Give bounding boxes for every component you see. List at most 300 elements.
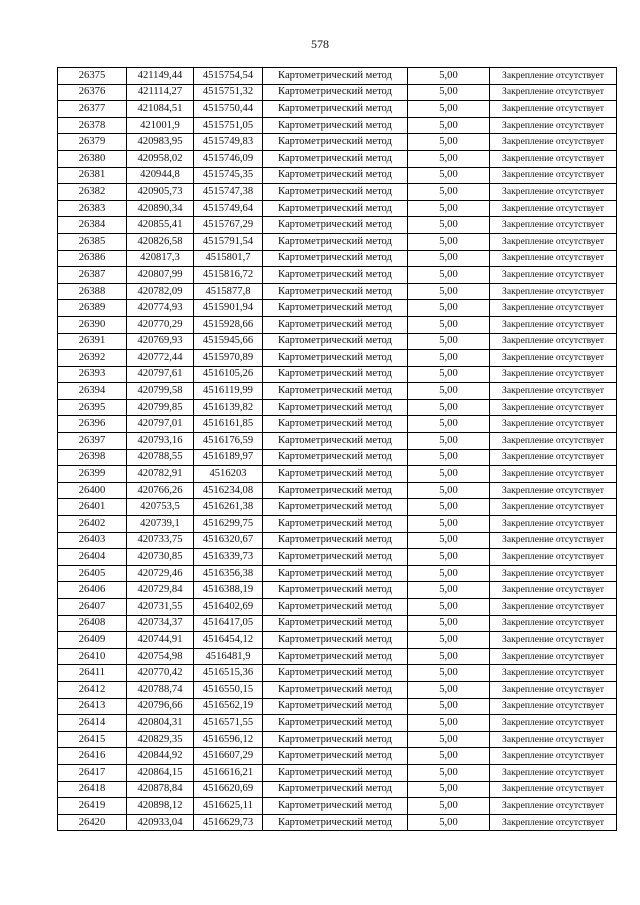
accuracy-cell: 5,00 — [408, 814, 490, 831]
y-coordinate-cell: 4516562,19 — [194, 698, 263, 715]
x-coordinate-cell: 420878,84 — [127, 781, 194, 798]
table-row — [58, 350, 617, 367]
table-row — [58, 300, 617, 317]
table-row — [58, 516, 617, 533]
point-number-cell: 26377 — [58, 101, 127, 118]
y-coordinate-cell: 4515745,35 — [194, 167, 263, 184]
accuracy-cell: 5,00 — [408, 681, 490, 698]
accuracy-cell: 5,00 — [408, 698, 490, 715]
fixation-cell: Закрепление отсутствует — [490, 150, 617, 167]
point-number-cell: 26383 — [58, 200, 127, 217]
accuracy-cell: 5,00 — [408, 499, 490, 516]
fixation-cell: Закрепление отсутствует — [490, 217, 617, 234]
y-coordinate-cell: 4516417,05 — [194, 615, 263, 632]
point-number-cell: 26401 — [58, 499, 127, 516]
x-coordinate-cell: 420739,1 — [127, 516, 194, 533]
fixation-cell: Закрепление отсутствует — [490, 333, 617, 350]
y-coordinate-cell: 4516607,29 — [194, 748, 263, 765]
table-row — [58, 532, 617, 549]
y-coordinate-cell: 4516402,69 — [194, 599, 263, 616]
x-coordinate-cell: 420753,5 — [127, 499, 194, 516]
point-number-cell: 26419 — [58, 798, 127, 815]
method-cell: Картометрический метод — [263, 101, 408, 118]
y-coordinate-cell: 4516616,21 — [194, 764, 263, 781]
x-coordinate-cell: 420817,3 — [127, 250, 194, 267]
x-coordinate-cell: 421084,51 — [127, 101, 194, 118]
table-row — [58, 399, 617, 416]
fixation-cell: Закрепление отсутствует — [490, 233, 617, 250]
table-row — [58, 200, 617, 217]
table-row — [58, 599, 617, 616]
x-coordinate-cell: 420944,8 — [127, 167, 194, 184]
y-coordinate-cell: 4516356,38 — [194, 565, 263, 582]
x-coordinate-cell: 420797,01 — [127, 416, 194, 433]
table-row — [58, 117, 617, 134]
x-coordinate-cell: 420744,91 — [127, 632, 194, 649]
accuracy-cell: 5,00 — [408, 599, 490, 616]
method-cell: Картометрический метод — [263, 731, 408, 748]
y-coordinate-cell: 4516203 — [194, 466, 263, 483]
point-number-cell: 26391 — [58, 333, 127, 350]
point-number-cell: 26420 — [58, 814, 127, 831]
fixation-cell: Закрепление отсутствует — [490, 466, 617, 483]
x-coordinate-cell: 420890,34 — [127, 200, 194, 217]
accuracy-cell: 5,00 — [408, 366, 490, 383]
point-number-cell: 26380 — [58, 150, 127, 167]
y-coordinate-cell: 4516596,12 — [194, 731, 263, 748]
fixation-cell: Закрепление отсутствует — [490, 267, 617, 284]
method-cell: Картометрический метод — [263, 565, 408, 582]
accuracy-cell: 5,00 — [408, 134, 490, 151]
accuracy-cell: 5,00 — [408, 117, 490, 134]
method-cell: Картометрический метод — [263, 233, 408, 250]
point-number-cell: 26390 — [58, 316, 127, 333]
accuracy-cell: 5,00 — [408, 233, 490, 250]
fixation-cell: Закрепление отсутствует — [490, 648, 617, 665]
accuracy-cell: 5,00 — [408, 798, 490, 815]
x-coordinate-cell: 421149,44 — [127, 68, 194, 85]
method-cell: Картометрический метод — [263, 715, 408, 732]
table-row — [58, 499, 617, 516]
accuracy-cell: 5,00 — [408, 383, 490, 400]
fixation-cell: Закрепление отсутствует — [490, 516, 617, 533]
x-coordinate-cell: 420754,98 — [127, 648, 194, 665]
accuracy-cell: 5,00 — [408, 648, 490, 665]
fixation-cell: Закрепление отсутствует — [490, 681, 617, 698]
method-cell: Картометрический метод — [263, 549, 408, 566]
y-coordinate-cell: 4516515,36 — [194, 665, 263, 682]
x-coordinate-cell: 420983,95 — [127, 134, 194, 151]
accuracy-cell: 5,00 — [408, 466, 490, 483]
point-number-cell: 26406 — [58, 582, 127, 599]
point-number-cell: 26408 — [58, 615, 127, 632]
table-row — [58, 582, 617, 599]
point-number-cell: 26393 — [58, 366, 127, 383]
table-row — [58, 101, 617, 118]
x-coordinate-cell: 420793,16 — [127, 433, 194, 450]
method-cell: Картометрический метод — [263, 748, 408, 765]
y-coordinate-cell: 4515754,54 — [194, 68, 263, 85]
fixation-cell: Закрепление отсутствует — [490, 615, 617, 632]
table-row — [58, 715, 617, 732]
y-coordinate-cell: 4516629,73 — [194, 814, 263, 831]
point-number-cell: 26387 — [58, 267, 127, 284]
table-row — [58, 482, 617, 499]
point-number-cell: 26409 — [58, 632, 127, 649]
method-cell: Картометрический метод — [263, 150, 408, 167]
y-coordinate-cell: 4516620,69 — [194, 781, 263, 798]
table-row — [58, 68, 617, 85]
point-number-cell: 26407 — [58, 599, 127, 616]
method-cell: Картометрический метод — [263, 582, 408, 599]
table-row — [58, 648, 617, 665]
y-coordinate-cell: 4515928,66 — [194, 316, 263, 333]
method-cell: Картометрический метод — [263, 350, 408, 367]
fixation-cell: Закрепление отсутствует — [490, 117, 617, 134]
table-row — [58, 449, 617, 466]
table-row — [58, 283, 617, 300]
fixation-cell: Закрепление отсутствует — [490, 715, 617, 732]
accuracy-cell: 5,00 — [408, 283, 490, 300]
fixation-cell: Закрепление отсутствует — [490, 814, 617, 831]
fixation-cell: Закрепление отсутствует — [490, 250, 617, 267]
accuracy-cell: 5,00 — [408, 350, 490, 367]
method-cell: Картометрический метод — [263, 200, 408, 217]
accuracy-cell: 5,00 — [408, 532, 490, 549]
y-coordinate-cell: 4516339,73 — [194, 549, 263, 566]
y-coordinate-cell: 4515751,05 — [194, 117, 263, 134]
accuracy-cell: 5,00 — [408, 150, 490, 167]
accuracy-cell: 5,00 — [408, 665, 490, 682]
point-number-cell: 26388 — [58, 283, 127, 300]
point-number-cell: 26402 — [58, 516, 127, 533]
x-coordinate-cell: 420772,44 — [127, 350, 194, 367]
method-cell: Картометрический метод — [263, 665, 408, 682]
point-number-cell: 26410 — [58, 648, 127, 665]
table-row — [58, 184, 617, 201]
table-row — [58, 150, 617, 167]
method-cell: Картометрический метод — [263, 499, 408, 516]
table-row — [58, 681, 617, 698]
table-row — [58, 316, 617, 333]
point-number-cell: 26397 — [58, 433, 127, 450]
method-cell: Картометрический метод — [263, 267, 408, 284]
fixation-cell: Закрепление отсутствует — [490, 764, 617, 781]
y-coordinate-cell: 4515747,38 — [194, 184, 263, 201]
method-cell: Картометрический метод — [263, 648, 408, 665]
fixation-cell: Закрепление отсутствует — [490, 84, 617, 101]
accuracy-cell: 5,00 — [408, 549, 490, 566]
y-coordinate-cell: 4516176,59 — [194, 433, 263, 450]
table-row — [58, 167, 617, 184]
x-coordinate-cell: 420770,42 — [127, 665, 194, 682]
x-coordinate-cell: 420829,35 — [127, 731, 194, 748]
x-coordinate-cell: 420804,31 — [127, 715, 194, 732]
accuracy-cell: 5,00 — [408, 565, 490, 582]
accuracy-cell: 5,00 — [408, 449, 490, 466]
fixation-cell: Закрепление отсутствует — [490, 499, 617, 516]
point-number-cell: 26403 — [58, 532, 127, 549]
table-row — [58, 632, 617, 649]
point-number-cell: 26376 — [58, 84, 127, 101]
point-number-cell: 26378 — [58, 117, 127, 134]
table-row — [58, 698, 617, 715]
x-coordinate-cell: 420788,55 — [127, 449, 194, 466]
method-cell: Картометрический метод — [263, 383, 408, 400]
accuracy-cell: 5,00 — [408, 84, 490, 101]
accuracy-cell: 5,00 — [408, 101, 490, 118]
table-row — [58, 267, 617, 284]
fixation-cell: Закрепление отсутствует — [490, 798, 617, 815]
x-coordinate-cell: 420855,41 — [127, 217, 194, 234]
y-coordinate-cell: 4515877,8 — [194, 283, 263, 300]
fixation-cell: Закрепление отсутствует — [490, 665, 617, 682]
table-row — [58, 748, 617, 765]
method-cell: Картометрический метод — [263, 117, 408, 134]
method-cell: Картометрический метод — [263, 316, 408, 333]
table-row — [58, 84, 617, 101]
boundary-points-table — [57, 67, 617, 831]
y-coordinate-cell: 4515749,64 — [194, 200, 263, 217]
x-coordinate-cell: 420826,58 — [127, 233, 194, 250]
x-coordinate-cell: 420774,93 — [127, 300, 194, 317]
accuracy-cell: 5,00 — [408, 433, 490, 450]
table-row — [58, 466, 617, 483]
method-cell: Картометрический метод — [263, 283, 408, 300]
fixation-cell: Закрепление отсутствует — [490, 482, 617, 499]
x-coordinate-cell: 420799,58 — [127, 383, 194, 400]
accuracy-cell: 5,00 — [408, 217, 490, 234]
fixation-cell: Закрепление отсутствует — [490, 184, 617, 201]
method-cell: Картометрический метод — [263, 433, 408, 450]
y-coordinate-cell: 4515816,72 — [194, 267, 263, 284]
page-number: 578 — [311, 37, 329, 51]
y-coordinate-cell: 4516139,82 — [194, 399, 263, 416]
accuracy-cell: 5,00 — [408, 167, 490, 184]
accuracy-cell: 5,00 — [408, 68, 490, 85]
y-coordinate-cell: 4516571,55 — [194, 715, 263, 732]
point-number-cell: 26405 — [58, 565, 127, 582]
point-number-cell: 26379 — [58, 134, 127, 151]
accuracy-cell: 5,00 — [408, 632, 490, 649]
x-coordinate-cell: 420782,91 — [127, 466, 194, 483]
table-row — [58, 433, 617, 450]
fixation-cell: Закрепление отсутствует — [490, 416, 617, 433]
y-coordinate-cell: 4515746,09 — [194, 150, 263, 167]
table-row — [58, 233, 617, 250]
point-number-cell: 26381 — [58, 167, 127, 184]
y-coordinate-cell: 4516454,12 — [194, 632, 263, 649]
x-coordinate-cell: 420864,15 — [127, 764, 194, 781]
table-row — [58, 134, 617, 151]
method-cell: Картометрический метод — [263, 532, 408, 549]
x-coordinate-cell: 420731,55 — [127, 599, 194, 616]
table-row — [58, 549, 617, 566]
point-number-cell: 26384 — [58, 217, 127, 234]
x-coordinate-cell: 420807,99 — [127, 267, 194, 284]
table-row — [58, 665, 617, 682]
accuracy-cell: 5,00 — [408, 482, 490, 499]
fixation-cell: Закрепление отсутствует — [490, 300, 617, 317]
accuracy-cell: 5,00 — [408, 416, 490, 433]
accuracy-cell: 5,00 — [408, 399, 490, 416]
method-cell: Картометрический метод — [263, 814, 408, 831]
point-number-cell: 26414 — [58, 715, 127, 732]
point-number-cell: 26394 — [58, 383, 127, 400]
method-cell: Картометрический метод — [263, 698, 408, 715]
x-coordinate-cell: 420905,73 — [127, 184, 194, 201]
x-coordinate-cell: 420733,75 — [127, 532, 194, 549]
fixation-cell: Закрепление отсутствует — [490, 781, 617, 798]
accuracy-cell: 5,00 — [408, 731, 490, 748]
y-coordinate-cell: 4515750,44 — [194, 101, 263, 118]
y-coordinate-cell: 4516119,99 — [194, 383, 263, 400]
table-row — [58, 217, 617, 234]
x-coordinate-cell: 421114,27 — [127, 84, 194, 101]
accuracy-cell: 5,00 — [408, 184, 490, 201]
table-row — [58, 565, 617, 582]
y-coordinate-cell: 4516261,38 — [194, 499, 263, 516]
y-coordinate-cell: 4515901,94 — [194, 300, 263, 317]
fixation-cell: Закрепление отсутствует — [490, 748, 617, 765]
method-cell: Картометрический метод — [263, 217, 408, 234]
method-cell: Картометрический метод — [263, 482, 408, 499]
x-coordinate-cell: 420766,26 — [127, 482, 194, 499]
fixation-cell: Закрепление отсутствует — [490, 366, 617, 383]
point-number-cell: 26395 — [58, 399, 127, 416]
fixation-cell: Закрепление отсутствует — [490, 599, 617, 616]
point-number-cell: 26396 — [58, 416, 127, 433]
fixation-cell: Закрепление отсутствует — [490, 399, 617, 416]
point-number-cell: 26416 — [58, 748, 127, 765]
point-number-cell: 26412 — [58, 681, 127, 698]
y-coordinate-cell: 4516388,19 — [194, 582, 263, 599]
method-cell: Картометрический метод — [263, 599, 408, 616]
x-coordinate-cell: 420796,66 — [127, 698, 194, 715]
method-cell: Картометрический метод — [263, 615, 408, 632]
y-coordinate-cell: 4516481,9 — [194, 648, 263, 665]
method-cell: Картометрический метод — [263, 798, 408, 815]
method-cell: Картометрический метод — [263, 134, 408, 151]
table-row — [58, 764, 617, 781]
point-number-cell: 26386 — [58, 250, 127, 267]
y-coordinate-cell: 4516189,97 — [194, 449, 263, 466]
accuracy-cell: 5,00 — [408, 582, 490, 599]
point-number-cell: 26411 — [58, 665, 127, 682]
x-coordinate-cell: 420782,09 — [127, 283, 194, 300]
fixation-cell: Закрепление отсутствует — [490, 383, 617, 400]
point-number-cell: 26417 — [58, 764, 127, 781]
method-cell: Картометрический метод — [263, 632, 408, 649]
point-number-cell: 26399 — [58, 466, 127, 483]
fixation-cell: Закрепление отсутствует — [490, 549, 617, 566]
y-coordinate-cell: 4516625,11 — [194, 798, 263, 815]
point-number-cell: 26389 — [58, 300, 127, 317]
table-row — [58, 731, 617, 748]
accuracy-cell: 5,00 — [408, 615, 490, 632]
method-cell: Картометрический метод — [263, 300, 408, 317]
method-cell: Картометрический метод — [263, 167, 408, 184]
fixation-cell: Закрепление отсутствует — [490, 350, 617, 367]
method-cell: Картометрический метод — [263, 781, 408, 798]
method-cell: Картометрический метод — [263, 416, 408, 433]
accuracy-cell: 5,00 — [408, 333, 490, 350]
accuracy-cell: 5,00 — [408, 516, 490, 533]
y-coordinate-cell: 4516550,15 — [194, 681, 263, 698]
accuracy-cell: 5,00 — [408, 267, 490, 284]
point-number-cell: 26382 — [58, 184, 127, 201]
point-number-cell: 26415 — [58, 731, 127, 748]
accuracy-cell: 5,00 — [408, 764, 490, 781]
fixation-cell: Закрепление отсутствует — [490, 698, 617, 715]
y-coordinate-cell: 4515970,89 — [194, 350, 263, 367]
fixation-cell: Закрепление отсутствует — [490, 68, 617, 85]
x-coordinate-cell: 420730,85 — [127, 549, 194, 566]
point-number-cell: 26385 — [58, 233, 127, 250]
table-body — [58, 68, 617, 831]
accuracy-cell: 5,00 — [408, 781, 490, 798]
y-coordinate-cell: 4515767,29 — [194, 217, 263, 234]
accuracy-cell: 5,00 — [408, 300, 490, 317]
fixation-cell: Закрепление отсутствует — [490, 449, 617, 466]
method-cell: Картометрический метод — [263, 449, 408, 466]
point-number-cell: 26404 — [58, 549, 127, 566]
x-coordinate-cell: 420958,02 — [127, 150, 194, 167]
method-cell: Картометрический метод — [263, 250, 408, 267]
accuracy-cell: 5,00 — [408, 250, 490, 267]
method-cell: Картометрический метод — [263, 681, 408, 698]
method-cell: Картометрический метод — [263, 184, 408, 201]
x-coordinate-cell: 420797,61 — [127, 366, 194, 383]
table-row — [58, 250, 617, 267]
table-row — [58, 814, 617, 831]
accuracy-cell: 5,00 — [408, 715, 490, 732]
fixation-cell: Закрепление отсутствует — [490, 200, 617, 217]
y-coordinate-cell: 4516161,85 — [194, 416, 263, 433]
x-coordinate-cell: 420898,12 — [127, 798, 194, 815]
method-cell: Картометрический метод — [263, 764, 408, 781]
x-coordinate-cell: 420770,29 — [127, 316, 194, 333]
fixation-cell: Закрепление отсутствует — [490, 101, 617, 118]
method-cell: Картометрический метод — [263, 84, 408, 101]
point-number-cell: 26398 — [58, 449, 127, 466]
method-cell: Картометрический метод — [263, 366, 408, 383]
fixation-cell: Закрепление отсутствует — [490, 582, 617, 599]
table-row — [58, 383, 617, 400]
fixation-cell: Закрепление отсутствует — [490, 565, 617, 582]
method-cell: Картометрический метод — [263, 466, 408, 483]
accuracy-cell: 5,00 — [408, 200, 490, 217]
fixation-cell: Закрепление отсутствует — [490, 316, 617, 333]
fixation-cell: Закрепление отсутствует — [490, 632, 617, 649]
table-row — [58, 798, 617, 815]
x-coordinate-cell: 420844,92 — [127, 748, 194, 765]
y-coordinate-cell: 4516105,26 — [194, 366, 263, 383]
table-row — [58, 781, 617, 798]
method-cell: Картометрический метод — [263, 333, 408, 350]
table-row — [58, 416, 617, 433]
table-row — [58, 366, 617, 383]
fixation-cell: Закрепление отсутствует — [490, 731, 617, 748]
x-coordinate-cell: 420769,93 — [127, 333, 194, 350]
y-coordinate-cell: 4515801,7 — [194, 250, 263, 267]
point-number-cell: 26375 — [58, 68, 127, 85]
method-cell: Картометрический метод — [263, 516, 408, 533]
accuracy-cell: 5,00 — [408, 316, 490, 333]
x-coordinate-cell: 420729,46 — [127, 565, 194, 582]
fixation-cell: Закрепление отсутствует — [490, 283, 617, 300]
fixation-cell: Закрепление отсутствует — [490, 167, 617, 184]
